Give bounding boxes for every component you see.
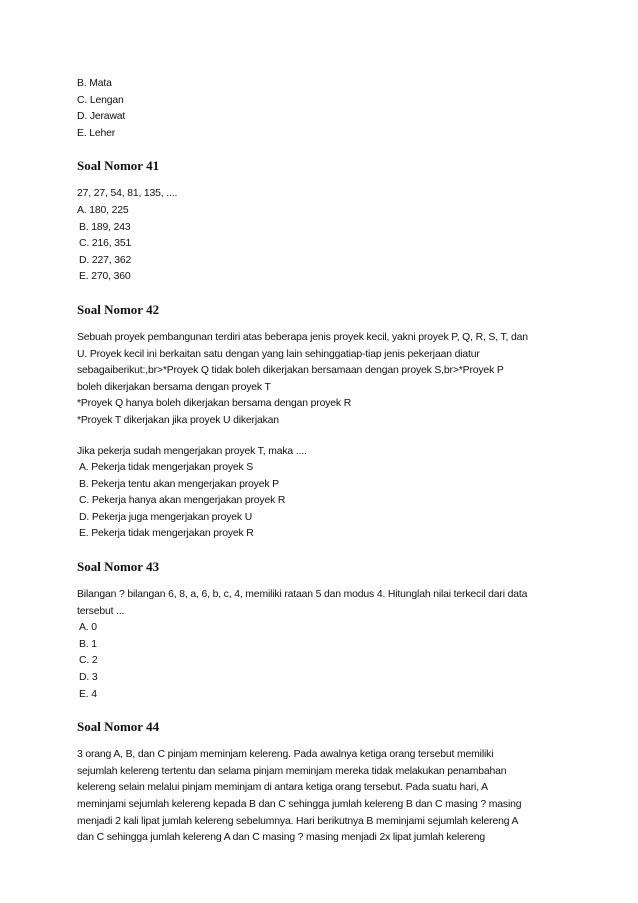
option-item: C. 2 — [79, 655, 98, 667]
option-item: D. 3 — [79, 672, 98, 684]
option-item: D. 227, 362 — [79, 254, 132, 266]
spacer — [77, 430, 567, 444]
question-41-options — [77, 203, 567, 286]
paragraph-line: 3 orang A, B, dan C pinjam meminjam kelereng. Pada awalnya ketiga orang tersebut memiliki — [77, 749, 494, 761]
option-item: E. Leher — [77, 127, 116, 139]
question-43-heading: Soal Nomor 43 — [77, 559, 160, 575]
option-item: B. Pekerja tentu akan mengerjakan proyek P — [79, 478, 279, 490]
option-item: E. 4 — [79, 688, 97, 700]
paragraph-line: *Proyek Q hanya boleh dikerjakan bersama dengan proyek R — [77, 398, 352, 410]
option-item: B. Mata — [77, 78, 112, 89]
paragraph-line: sejumlah kelereng tertentu dan selama pinjam meminjam mereka tidak melakukan penambahan — [77, 765, 507, 777]
option-item: E. Pekerja tidak mengerjakan proyek R — [79, 528, 254, 540]
paragraph-line: kelereng selain melalui pinjam meminjam di antara ketiga orang tersebut. Pada suatu hari, A — [77, 782, 488, 794]
option-item: E. 270, 360 — [79, 271, 131, 283]
document-content — [77, 76, 567, 847]
option-item: A. 0 — [79, 622, 97, 634]
question-43-options — [77, 620, 567, 703]
question-42-options — [77, 460, 567, 543]
question-42-heading: Soal Nomor 42 — [77, 301, 160, 317]
question-44-heading: Soal Nomor 44 — [77, 719, 160, 735]
option-item: A. 180, 225 — [77, 204, 129, 216]
paragraph-line: Sebuah proyek pembangunan terdiri atas beberapa jenis proyek kecil, yakni proyek P, Q, R, S, T, dan — [77, 331, 528, 343]
question-41-text: 27, 27, 54, 81, 135, .... — [77, 188, 178, 200]
option-item: C. Lengan — [77, 94, 124, 106]
option-item: C. Pekerja hanya akan mengerjakan proyek R — [79, 495, 286, 507]
paragraph-line: *Proyek T dikerjakan jika proyek U dikerjakan — [77, 414, 279, 426]
paragraph-line: menjadi 2 kali lipat jumlah kelereng sebelumnya. Hari berikutnya B meminjami sejumlah kelereng A — [77, 815, 519, 827]
paragraph-line: dan C sehingga jumlah kelereng A dan C masing ? masing menjadi 2x lipat jumlah kelereng — [77, 832, 486, 844]
question-42-text: Jika pekerja sudah mengerjakan proyek T, maka .... — [77, 445, 307, 457]
paragraph-line: Bilangan ? bilangan 6, 8, a, 6, b, c, 4, memiliki rataan 5 dan modus 4. Hitunglah nilai terkecil dari data — [77, 589, 528, 601]
paragraph-line: U. Proyek kecil ini berkaitan satu dengan yang lain sehinggatiap-tiap jenis pekerjaan diatur — [77, 348, 480, 360]
question-43-paragraph — [77, 587, 567, 620]
option-item: B. 189, 243 — [79, 221, 131, 233]
option-item: D. Pekerja juga mengerjakan proyek U — [79, 511, 253, 523]
prev-question-options — [77, 76, 567, 142]
option-item: D. Jerawat — [77, 111, 126, 123]
paragraph-line: sebagaiberikut:,br>*Proyek Q tidak boleh dikerjakan bersamaan dengan proyek S,br>*Proyek P — [77, 365, 504, 377]
question-41-heading: Soal Nomor 41 — [77, 158, 160, 174]
question-44-paragraph — [77, 747, 567, 847]
option-item: C. 216, 351 — [79, 238, 132, 250]
paragraph-line: tersebut ... — [77, 605, 125, 617]
paragraph-line: meminjami sejumlah kelereng kepada B dan C sehingga jumlah kelereng B dan C masing ? masing — [77, 799, 522, 810]
paragraph-line: boleh dikerjakan bersama dengan proyek T — [77, 381, 271, 393]
option-item: B. 1 — [79, 638, 97, 650]
question-42-paragraph — [77, 330, 567, 430]
option-item: A. Pekerja tidak mengerjakan proyek S — [79, 462, 254, 474]
